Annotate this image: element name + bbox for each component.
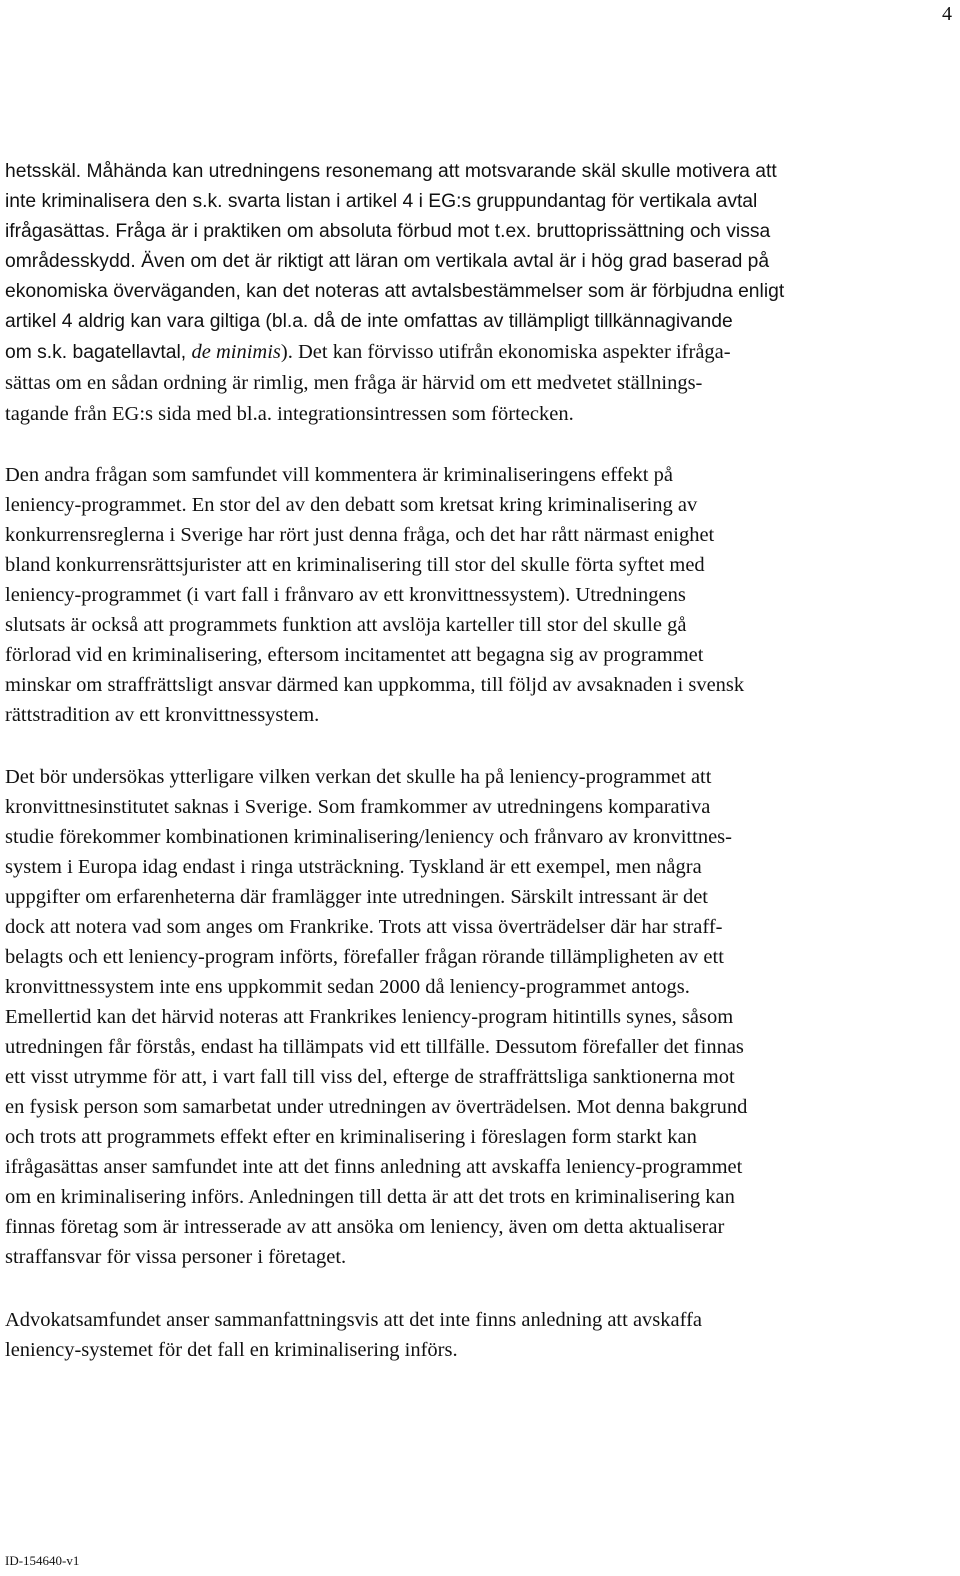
paragraph-1-serif: ). Det kan förvisso utifrån ekonomiska aspekter ifråga- sättas om en sådan ordning är rimlig, men fråga är härvid om ett medvetet ställnings- tagande från EG:s sida med bl.a. integrationsintressen som förtecken. xyxy=(5,341,731,425)
paragraph-2: Den andra frågan som samfundet vill kommentera är kriminaliseringens effekt på leniency-programmet. En stor del av den debatt som kretsat kring kriminalisering av konkurrensreglerna i Sverige har rört just denna fråga, och det har rått närmast enighet bland konkurrensrättsjurister att en kriminalisering till stor del skulle förta syftet med leniency-programmet (i vart fall i frånvaro av ett kronvittnessystem). Utredningens slutsats är också att programmets funktion att avslöja karteller till stor del skulle gå förlorad vid en kriminalisering, eftersom incitamentet att begagna sig av programmet minskar om straffrättsligt ansvar därmed kan uppkomma, till följd av avsaknaden i svensk rättstradition av ett kronvittnessystem. xyxy=(5,464,745,726)
page-number: 4 xyxy=(942,3,952,25)
paragraph-4: Advokatsamfundet anser sammanfattningsvis att det inte finns anledning att avskaffa leniency-systemet för det fall en kriminalisering införs. xyxy=(5,1309,703,1361)
paragraph-1-italic: de minimis xyxy=(191,341,281,363)
document-id: ID-154640-v1 xyxy=(5,1553,80,1568)
paragraph-3: Det bör undersökas ytterligare vilken verkan det skulle ha på leniency-programmet att kronvittnesinstitutet saknas i Sverige. Som framkommer av utredningens komparativa studie förekommer kombinationen kriminalisering/leniency och frånvaro av kronvittnes- system i Europa idag endast i ringa utsträckning. Tyskland är ett exempel, men några uppgifter om erfarenheterna där framlägger inte utredningen. Särskilt intressant är det dock att notera vad som anges om Frankrike. Trots att vissa överträdelser där har straff- belagts och ett leniency-program införts, förefaller frågan rörande tillämpligheten av ett kronvittnessystem inte ens uppkommit sedan 2000 då leniency-programmet antogs. Emellertid kan det härvid noteras att Frankrikes leniency-program hitintills synes, såsom utredningen får förstås, endast ha tillämpats vid ett tillfälle. Dessutom förefaller det finnas ett visst utrymme för att, i vart fall till viss del, efterge de straffrättsliga sanktionerna mot en fysisk person som samarbetat under utredningen av överträdelsen. Mot denna bakgrund och trots att programmets effekt efter en kriminalisering i föreslagen form starkt kan ifrågasättas anser samfundet inte att det finns anledning att avskaffa leniency-programmet om en kriminalisering införs. Anledningen till detta är att det trots en kriminalisering kan finnas företag som är intresserade av att ansöka om leniency, även om detta aktualiserar straffansvar för vissa personer i företaget. xyxy=(5,766,748,1268)
paragraph-1 xyxy=(5,157,957,430)
paragraph-1-sans: hetsskäl. Måhända kan utredningens resonemang att motsvarande skäl skulle motivera att inte kriminalisera den s.k. svarta listan i artikel 4 i EG:s gruppundantag för vertikala avtal ifrågasättas. Fråga är i praktiken om absoluta förbud mot t.ex. bruttoprissättning och vissa områdesskydd. Även om det är riktigt att läran om vertikala avtal är i hög grad baserad på ekonomiska överväganden, kan det noteras att avtalsbestämmelser som är förbjudna enligt artikel 4 aldrig kan vara giltiga (bl.a. då de inte omfattas av tillämpligt tillkännagivande om s.k. bagatellavtal, xyxy=(5,161,785,363)
